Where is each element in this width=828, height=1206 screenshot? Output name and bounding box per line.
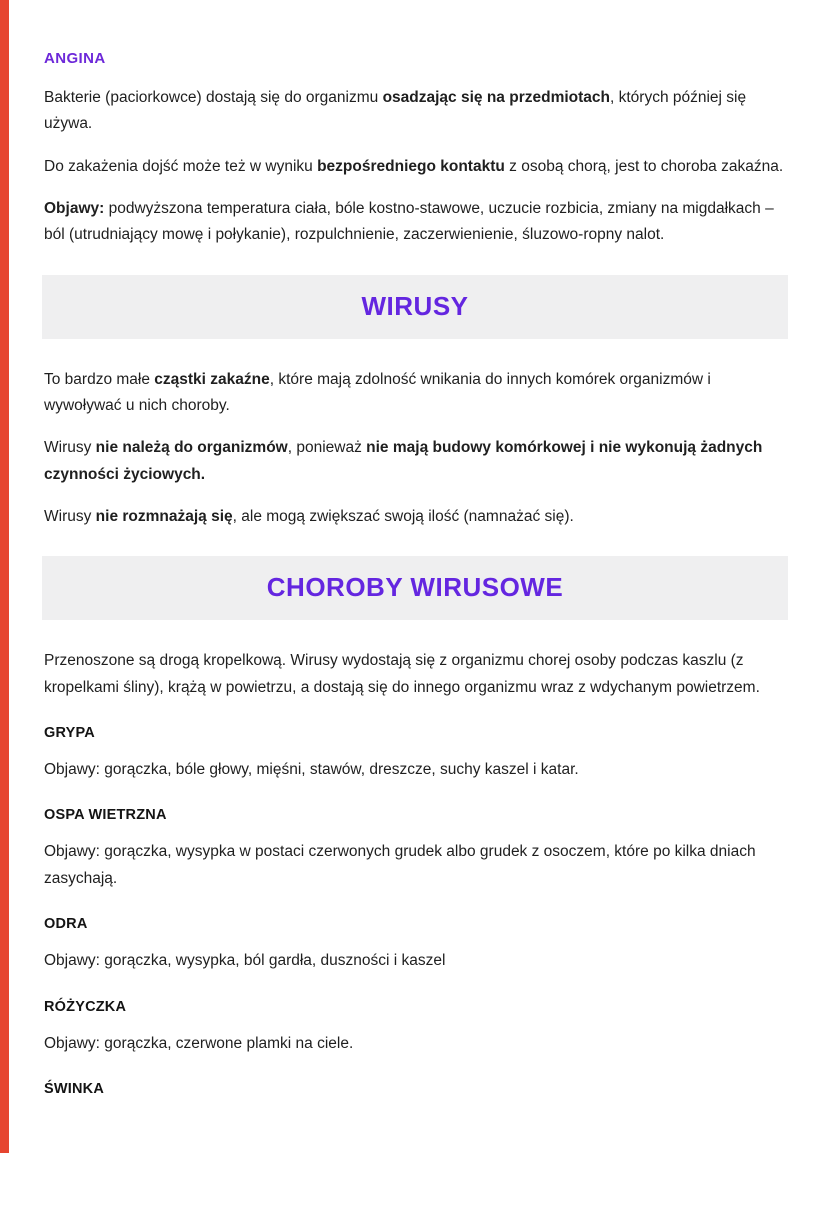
- body-paragraph: [44, 196, 786, 249]
- text-segment: , ale mogą zwiększać swoją ilość (namnażać się).: [232, 508, 574, 526]
- text-segment: Objawy: gorączka, czerwone plamki na ciele.: [44, 1034, 354, 1052]
- bold-text-segment: bezpośredniego kontaktu: [317, 157, 505, 175]
- body-paragraph: [44, 367, 786, 420]
- text-segment: Bakterie (paciorkowce) dostają się do organizmu: [44, 89, 383, 106]
- text-segment: To bardzo małe: [44, 370, 155, 388]
- text-segment: , których później się używa.: [44, 89, 747, 133]
- body-paragraph: [44, 85, 786, 138]
- text-segment: Do zakażenia dojść może też w wyniku: [44, 157, 318, 175]
- text-segment: Przenoszone są drogą kropelkową. Wirusy wydostają się z organizmu chorej osoby podczas kaszlu (z kropelkami śliny), krążą w powietrzu, a dostają się do innego organizmu wraz z wdychanym powietrzem.: [44, 652, 760, 696]
- disease-subheading: ODRA: [44, 916, 88, 933]
- disease-subheading: OSPA WIETRZNA: [44, 807, 167, 824]
- disease-subheading: GRYPA: [44, 725, 95, 742]
- text-segment: Objawy: gorączka, wysypka, ból gardła, duszności i kaszel: [44, 952, 446, 970]
- body-paragraph: [44, 504, 786, 530]
- bold-text-segment: Objawy:: [44, 200, 105, 218]
- bold-text-segment: nie mają budowy komórkowej i nie wykonują żadnych czynności życiowych.: [44, 439, 763, 483]
- disease-subheading: RÓŻYCZKA: [44, 998, 127, 1015]
- text-segment: Wirusy: [44, 508, 96, 526]
- body-paragraph: [44, 435, 786, 488]
- bold-text-segment: nie należą do organizmów: [95, 439, 288, 457]
- text-segment: Objawy: gorączka, wysypka w postaci czerwonych grudek albo grudek z osoczem, które po kilka dniach zasychają.: [44, 843, 756, 887]
- body-paragraph: [44, 1031, 786, 1057]
- bold-text-segment: nie rozmnażają się: [95, 508, 233, 526]
- body-paragraph: [44, 948, 786, 974]
- bold-text-segment: cząstki zakaźne: [154, 370, 270, 388]
- text-segment: , które mają zdolność wnikania do innych komórek organizmów i wywoływać u nich choroby.: [44, 370, 711, 415]
- body-paragraph: [44, 839, 786, 892]
- text-segment: Wirusy: [44, 439, 96, 457]
- red-accent-bar: [0, 0, 9, 1153]
- band-heading: WIRUSY: [361, 290, 469, 321]
- section-band: [42, 275, 788, 339]
- section-band: [42, 556, 788, 620]
- section-heading: ANGINA: [44, 50, 106, 67]
- disease-subheading: ŚWINKA: [44, 1080, 105, 1097]
- bold-text-segment: osadzając się na przedmiotach: [382, 89, 610, 106]
- text-segment: , ponieważ: [287, 439, 367, 457]
- text-segment: z osobą chorą, jest to choroba zakaźna.: [504, 157, 784, 175]
- body-paragraph: [44, 648, 786, 701]
- body-paragraph: [44, 154, 786, 180]
- text-segment: podwyższona temperatura ciała, bóle kostno-stawowe, uczucie rozbicia, zmiany na migdałkach – ból (utrudniający mowę i połykanie), rozpulchnienie, zaczerwienienie, śluzowo-ropny nalot.: [44, 200, 774, 244]
- band-heading: CHOROBY WIRUSOWE: [266, 572, 564, 603]
- text-segment: Objawy: gorączka, bóle głowy, mięśni, stawów, dreszcze, suchy kaszel i katar.: [44, 761, 579, 779]
- body-paragraph: [44, 757, 786, 783]
